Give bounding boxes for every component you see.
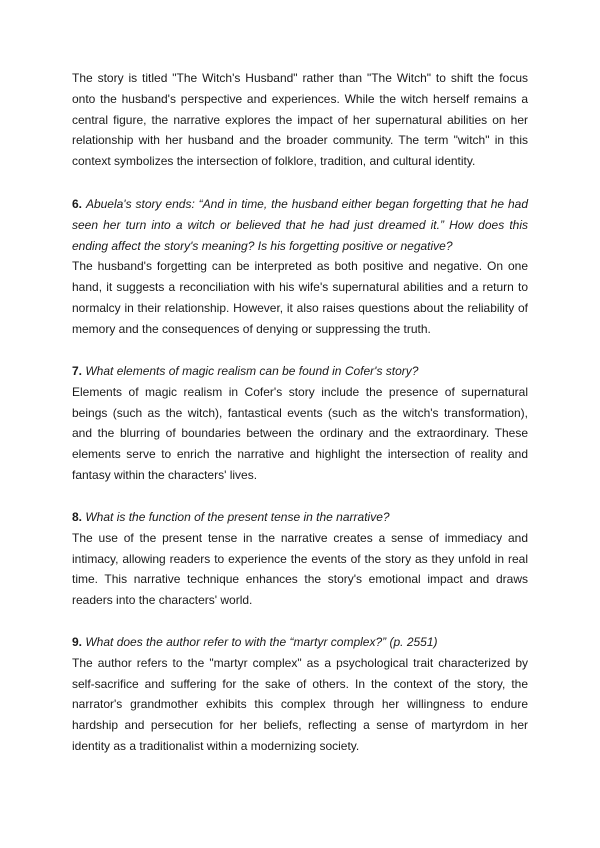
question-9-section — [72, 632, 528, 757]
question-9 — [72, 632, 528, 653]
answer-6: The husband's forgetting can be interpreted as both positive and negative. On one hand, it suggests a reconciliation with his wife's supernatural abilities and a return to normalcy in their relationship. However, it also raises questions about the reliability of memory and the consequences of denying or suppressing the truth. — [72, 259, 528, 336]
question-number: 7. — [72, 364, 83, 378]
question-text: What does the author refer to with the “martyr complex?” (p. 2551) — [85, 635, 438, 649]
answer-9: The author refers to the "martyr complex" as a psychological trait characterized by self-sacrifice and suffering for the sake of others. In the context of the story, the narrator's grandmother exhibits this complex through her willingness to endure hardship and persecution for her beliefs, reflecting a sense of martyrdom in her identity as a traditionalist within a modernizing society. — [72, 655, 528, 753]
question-number: 6. — [72, 197, 83, 211]
question-8 — [72, 507, 528, 528]
question-7-section — [72, 361, 528, 486]
question-text: What elements of magic realism can be found in Cofer's story? — [85, 364, 419, 378]
answer-7: Elements of magic realism in Cofer's story include the presence of supernatural beings (such as the witch), fantastical events (such as the witch's transformation), and the blurring of boundaries between the ordinary and the extraordinary. These elements serve to enrich the narrative and highlight the intersection of reality and fantasy within the characters' lives. — [72, 384, 528, 482]
question-text: Abuela's story ends: “And in time, the husband either began forgetting that he had seen her turn into a witch or believed that he had just dreamed it.” How does this ending affect the story's meaning? Is his forgetting positive or negative? — [72, 197, 529, 253]
intro-section — [72, 68, 528, 172]
question-number: 8. — [72, 510, 83, 524]
answer-8: The use of the present tense in the narrative creates a sense of immediacy and intimacy, allowing readers to experience the events of the story as they unfold in real time. This narrative technique enhances the story's emotional impact and draws readers into the characters' world. — [72, 530, 528, 608]
question-7 — [72, 361, 528, 382]
question-8-section — [72, 507, 528, 611]
question-6 — [72, 194, 528, 256]
question-text: What is the function of the present tense in the narrative? — [85, 510, 390, 524]
intro-paragraph: The story is titled "The Witch's Husband" rather than "The Witch" to shift the focus onto the husband's perspective and experiences. While the witch herself remains a central figure, the narrative explores the impact of her supernatural abilities on her relationship with her husband and the broader community. The term "witch" in this context symbolizes the intersection of folklore, tradition, and cultural identity. — [72, 71, 528, 169]
question-6-section — [72, 194, 528, 340]
question-number: 9. — [72, 635, 83, 649]
